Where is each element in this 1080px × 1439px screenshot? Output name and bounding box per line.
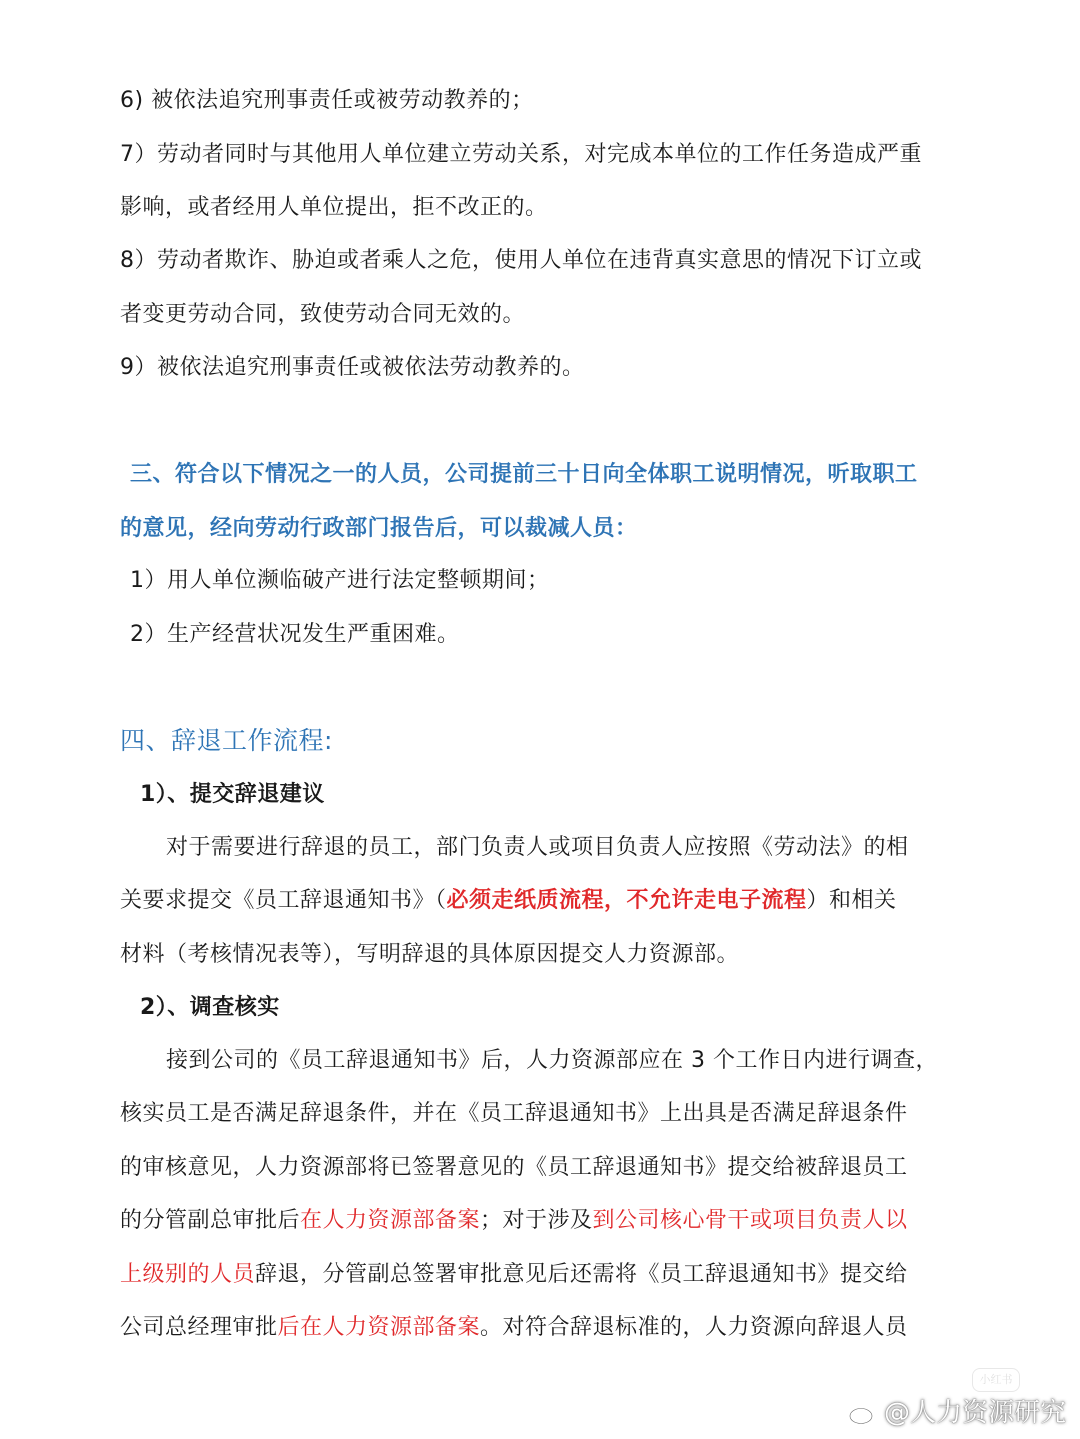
step-1-heading: 1）、提交辞退建议 xyxy=(140,782,325,807)
text-run: ；对于涉及 xyxy=(480,1208,593,1233)
section-3-item-1: 1）用人单位濒临破产进行法定整顿期间； xyxy=(130,568,550,593)
text-run: ）和相关 xyxy=(806,888,897,913)
step-2-para-line-3: 的审核意见，人力资源部将已签署意见的《员工辞退通知书》提交给被辞退员工 xyxy=(120,1155,908,1180)
step-2-para-line-2: 核实员工是否满足辞退条件，并在《员工辞退通知书》上出具是否满足辞退条件 xyxy=(120,1101,908,1126)
watermark-text: @人力资源研究 xyxy=(883,1398,1066,1428)
clause-8-line-1: 8）劳动者欺诈、胁迫或者乘人之危，使用人单位在违背真实意思的情况下订立或 xyxy=(120,248,922,273)
text-run: 关要求提交《员工辞退通知书》（ xyxy=(120,888,447,913)
clause-7-line-1: 7）劳动者同时与其他用人单位建立劳动关系，对完成本单位的工作任务造成严重 xyxy=(120,142,922,167)
clause-6: 6) 被依法追究刑事责任或被劳动教养的； xyxy=(120,88,534,113)
emphasis-hr-filing-2: 后在人力资源部备案 xyxy=(277,1315,481,1340)
section-3-item-2: 2）生产经营状况发生严重困难。 xyxy=(130,622,460,647)
clause-8-line-2: 者变更劳动合同，致使劳动合同无效的。 xyxy=(120,302,526,327)
text-run: 的分管副总审批后 xyxy=(120,1208,301,1233)
step-1-para-line-3: 材料（考核情况表等），写明辞退的具体原因提交人力资源部。 xyxy=(120,942,740,967)
clause-9: 9）被依法追究刑事责任或被依法劳动教养的。 xyxy=(120,355,585,380)
section-3-heading-line-1: 三、符合以下情况之一的人员，公司提前三十日向全体职工说明情况，听取职工 xyxy=(130,462,918,487)
faint-badge: 小红书 xyxy=(972,1368,1020,1392)
step-2-para-line-5 xyxy=(120,1260,970,1290)
step-2-para-line-6 xyxy=(120,1313,970,1343)
emphasis-core-staff: 到公司核心骨干或项目负责人以 xyxy=(592,1208,908,1233)
emphasis-hr-filing: 在人力资源部备案 xyxy=(300,1208,481,1233)
watermark xyxy=(848,1395,1066,1431)
section-3-heading-line-2: 的意见，经向劳动行政部门报告后，可以裁减人员： xyxy=(120,516,638,541)
step-1-para-line-2 xyxy=(120,886,970,916)
text-run: 公司总经理审批 xyxy=(120,1315,278,1340)
text-run: 辞退，分管副总签署审批意见后还需将《员工辞退通知书》提交给 xyxy=(255,1262,908,1287)
clause-7-line-2: 影响，或者经用人单位提出，拒不改正的。 xyxy=(120,195,548,220)
section-4-heading: 四、辞退工作流程: xyxy=(120,726,333,755)
step-2-para-line-1: 接到公司的《员工辞退通知书》后，人力资源部应在 3 个工作日内进行调查， xyxy=(166,1048,938,1073)
weibo-logo-icon xyxy=(848,1403,878,1425)
emphasis-level: 上级别的人员 xyxy=(120,1262,256,1287)
step-2-para-line-4 xyxy=(120,1206,970,1236)
text-run: 。对符合辞退标准的，人力资源向辞退人员 xyxy=(480,1315,908,1340)
emphasis-paper-process: 必须走纸质流程，不允许走电子流程 xyxy=(446,888,807,913)
step-1-para-line-1: 对于需要进行辞退的员工，部门负责人或项目负责人应按照《劳动法》的相 xyxy=(166,835,909,860)
step-2-heading: 2）、调查核实 xyxy=(140,995,280,1020)
